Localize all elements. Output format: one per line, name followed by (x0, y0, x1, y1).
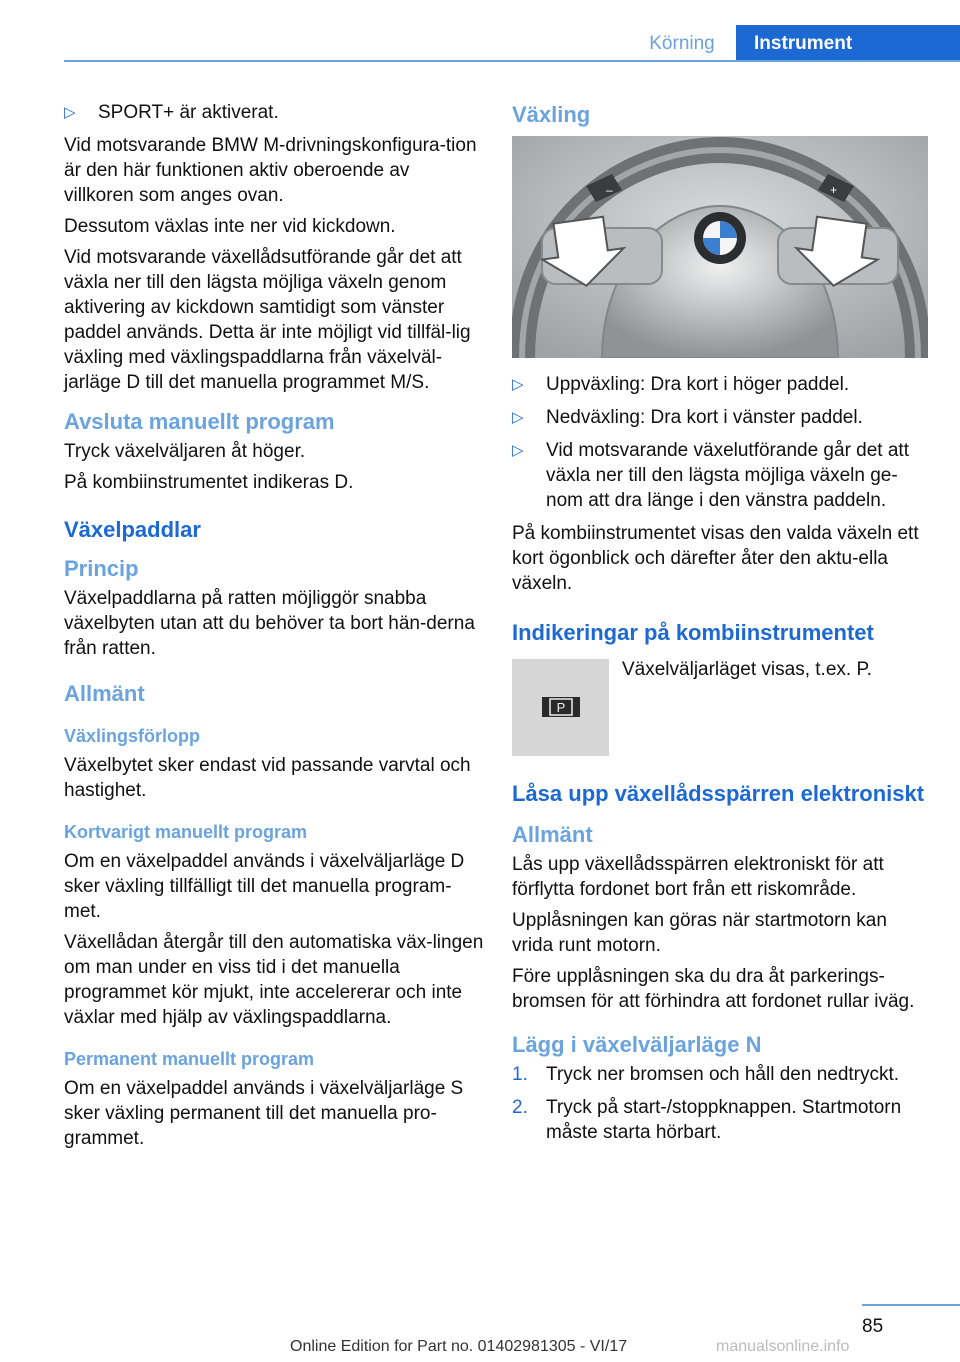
heading-indikeringar: Indikeringar på kombiinstrumentet (512, 620, 874, 645)
right-column (512, 100, 932, 1153)
heading-kortvarigt: Kortvarigt manuellt program (64, 822, 308, 842)
paragraph: Före upplåsningen ska du dra åt parkerings-bromsen för att förhindra att fordonet rullar iväg. (512, 966, 915, 1012)
steering-wheel-paddles-image (512, 136, 928, 358)
list-item (512, 405, 932, 430)
edition-footer: Online Edition for Part no. 01402981305 - VI/17 (290, 1338, 628, 1355)
paragraph: På kombiinstrumentet indikeras D. (64, 472, 354, 493)
heading-allmant-right: Allmänt (512, 822, 593, 847)
numbered-step (512, 1062, 932, 1087)
list-item (512, 438, 932, 513)
list-item-text: Uppväxling: Dra kort i höger paddel. (546, 374, 850, 395)
heading-permanent: Permanent manuellt program (64, 1049, 315, 1069)
step-number: 2. (512, 1097, 528, 1118)
triangle-bullet-icon: ▷ (64, 104, 76, 121)
triangle-bullet-icon: ▷ (512, 376, 524, 393)
footer-divider (862, 1304, 960, 1306)
step-text: Tryck på start-/stoppknappen. Startmotorn måste starta hörbart. (546, 1097, 902, 1143)
list-item-text: Nedväxling: Dra kort i vänster paddel. (546, 407, 863, 428)
step-number: 1. (512, 1064, 528, 1085)
paddle-plus-label: + (830, 183, 838, 197)
heading-lagg-i: Lägg i växelväljarläge N (512, 1032, 762, 1057)
gear-letter: P (556, 700, 566, 715)
gear-display-icon (512, 659, 609, 756)
numbered-step (512, 1095, 932, 1145)
page-number: 85 (862, 1316, 884, 1337)
header-divider (64, 60, 960, 62)
paddle-minus-label: – (606, 183, 613, 197)
heading-vaxelpaddlar: Växelpaddlar (64, 517, 201, 542)
heading-allmant: Allmänt (64, 681, 145, 706)
list-item-text: Vid motsvarande växelutförande går det att växla ner till den lägsta möjliga växeln ge-nom att dra länge i den vänstra paddeln. (546, 440, 909, 511)
paragraph: Vid motsvarande växellådsutförande går det att växla ner till den lägsta möjliga växeln genom aktivering av kickdown samtidigt som vänster paddel används. Detta är inte möjligt vid tillfäl-lig växling med växlingspaddlarna från växelväl-jarläge D till det manuella programmet M/S. (64, 247, 471, 393)
heading-lasa-upp: Låsa upp växellådsspärren elektroniskt (512, 781, 925, 806)
paragraph: Om en växelpaddel används i växelväljarläge D sker växling tillfälligt till det manuella program-met. (64, 851, 465, 922)
paragraph: Dessutom växlas inte ner vid kickdown. (64, 216, 396, 237)
paragraph: Vid motsvarande BMW M-drivningskonfigura-tion är den här funktionen aktiv oberoende av villkoren som anges ovan. (64, 135, 477, 206)
paragraph: Om en växelpaddel används i växelväljarläge S sker växling permanent till det manuella pro-grammet. (64, 1078, 464, 1149)
list-item-text: SPORT+ är aktiverat. (98, 102, 279, 123)
gear-indicator-image (512, 659, 609, 756)
indicator-row (512, 657, 932, 767)
step-text: Tryck ner bromsen och håll den nedtryckt. (546, 1064, 900, 1085)
list-item (64, 100, 484, 125)
triangle-bullet-icon: ▷ (512, 409, 524, 426)
paragraph: Växelpaddlarna på ratten möjliggör snabba växelbyten utan att du behöver ta bort hän-derna från ratten. (64, 588, 475, 659)
watermark: manualsonline.info (716, 1338, 850, 1355)
paragraph: Växellådan återgår till den automatiska väx-lingen om man under en viss tid i det manuella programmet kör mjukt, inte accelererar och inte växlar med hjälp av växlingspaddlarna. (64, 932, 484, 1028)
header-active-tab[interactable]: Instrument (736, 25, 960, 62)
header-section-tab[interactable]: Körning (649, 33, 715, 54)
heading-vaxling: Växling (512, 102, 591, 127)
paragraph: Tryck växelväljaren åt höger. (64, 441, 306, 462)
paragraph: Lås upp växellådsspärren elektroniskt för att förflytta fordonet bort från ett riskområde. (512, 854, 884, 900)
paragraph: Växelbytet sker endast vid passande varvtal och hastighet. (64, 755, 471, 801)
heading-princip: Princip (64, 556, 139, 581)
left-column (64, 100, 484, 1157)
heading-avsluta: Avsluta manuellt program (64, 409, 335, 434)
indicator-description: Växelväljarläget visas, t.ex. P. (622, 659, 872, 680)
list-item (512, 372, 932, 397)
paragraph: På kombiinstrumentet visas den valda växeln ett kort ögonblick och därefter åter den aktu-ella växeln. (512, 523, 919, 594)
heading-vaxlingsforlopp: Växlingsförlopp (64, 726, 201, 746)
triangle-bullet-icon: ▷ (512, 442, 524, 459)
paragraph: Upplåsningen kan göras när startmotorn kan vrida runt motorn. (512, 910, 887, 956)
